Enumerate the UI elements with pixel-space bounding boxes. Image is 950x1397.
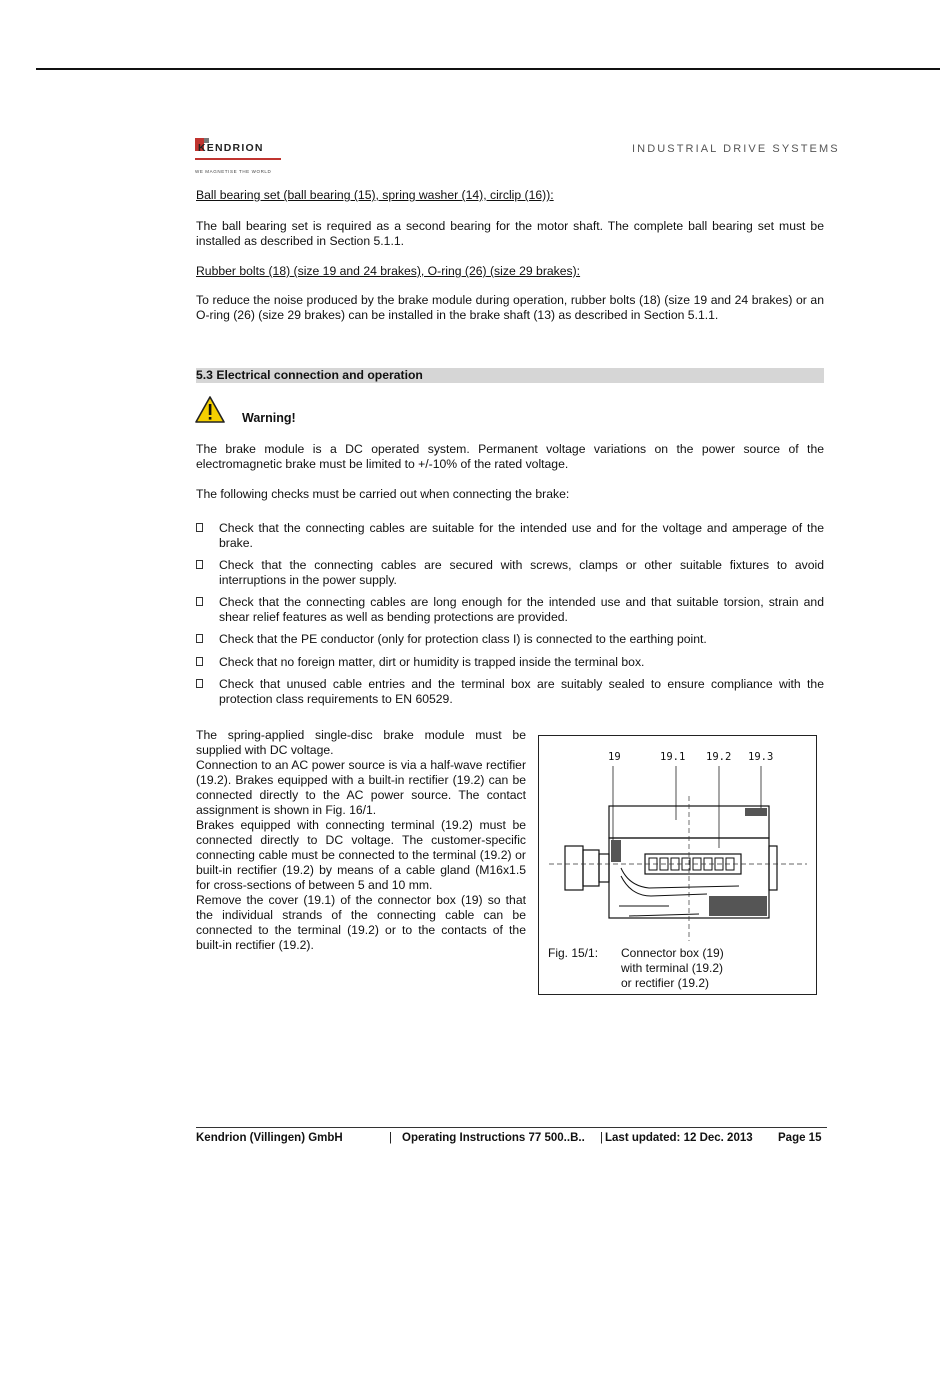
- checkbox-icon: [196, 560, 203, 569]
- check-item-text: Check that the connecting cables are suitable for the intended use and for the voltage and amperage of the brake.: [219, 521, 824, 551]
- check-item-text: Check that the PE conductor (only for protection class I) is connected to the earthing point.: [219, 632, 707, 646]
- kendrion-logo: [195, 136, 305, 180]
- ball-bearing-heading: Ball bearing set (ball bearing (15), spring washer (14), circlip (16)):: [196, 188, 554, 202]
- check-item-text: Check that the connecting cables are long enough for the intended use and that suitable torsion, strain and shear relief features as well as bending protections are provided.: [219, 595, 824, 625]
- rubber-bolts-heading: Rubber bolts (18) (size 19 and 24 brakes), O-ring (26) (size 29 brakes):: [196, 264, 581, 278]
- figure-caption-line: Connector box (19): [621, 946, 724, 960]
- check-item: [196, 677, 824, 707]
- rubber-bolts-text: To reduce the noise produced by the brake module during operation, rubber bolts (18) (size 19 and 24 brakes) or an O-ring (26) (size 29 brakes) can be installed in the brake shaft (13) as described in Section 5.1.1.: [196, 293, 824, 323]
- checkbox-icon: [196, 634, 203, 643]
- connection-text: [196, 728, 526, 953]
- connection-paragraph: The spring-applied single-disc brake module must be supplied with DC voltage.: [196, 728, 526, 757]
- checkbox-icon: [196, 679, 203, 688]
- callout-19-1: 19.1: [660, 751, 686, 763]
- connection-paragraph: Brakes equipped with connecting terminal (19.2) must be connected directly to DC voltage. The customer-specific connecting cable must be connected to the terminal (19.2) or built-in rectifier (19.2) by means of a cable gland (M16x1.5 for cross-sections of between 5 and 10 mm.: [196, 818, 526, 892]
- warning-label: Warning!: [242, 411, 296, 425]
- check-item: [196, 595, 824, 625]
- callout-19: 19: [608, 751, 621, 763]
- warning-icon: [195, 396, 225, 423]
- footer-page: Page 15: [778, 1132, 822, 1144]
- figure-caption-label: Fig. 15/1:: [548, 946, 599, 960]
- connection-paragraph: Connection to an AC power source is via a half-wave rectifier (19.2). Brakes equipped with a built-in rectifier (19.2) can be connected directly to the AC power source. The contact assignment is shown in Fig. 16/1.: [196, 758, 526, 817]
- callout-19-3: 19.3: [748, 751, 774, 763]
- footer-separator: |: [600, 1132, 603, 1144]
- warning-text: The brake module is a DC operated system. Permanent voltage variations on the power source of the electromagnetic brake must be limited to +/-10% of the rated voltage.: [196, 442, 824, 472]
- check-item: [196, 558, 824, 588]
- section-title-5-3: 5.3 Electrical connection and operation: [196, 368, 824, 383]
- logo-name: KENDRION: [198, 142, 264, 154]
- figure-caption-line: with terminal (19.2): [621, 961, 724, 975]
- check-item-text: Check that no foreign matter, dirt or humidity is trapped inside the terminal box.: [219, 655, 645, 669]
- connector-box-drawing: [539, 736, 816, 941]
- footer-separator: |: [389, 1132, 392, 1144]
- division-title: INDUSTRIAL DRIVE SYSTEMS: [632, 143, 840, 155]
- ball-bearing-text: The ball bearing set is required as a second bearing for the motor shaft. The complete ball bearing set must be installed as described in Section 5.1.1.: [196, 219, 824, 249]
- check-item: [196, 655, 824, 670]
- logo-tagline: WE MAGNETISE THE WORLD: [195, 169, 272, 174]
- check-item: [196, 521, 824, 551]
- checks-intro: The following checks must be carried out when connecting the brake:: [196, 487, 570, 501]
- figure-connector-box: [538, 735, 817, 995]
- checkbox-icon: [196, 523, 203, 532]
- footer-updated: Last updated: 12 Dec. 2013: [605, 1132, 753, 1144]
- callout-19-2: 19.2: [706, 751, 732, 763]
- footer-company: Kendrion (Villingen) GmbH: [196, 1132, 343, 1144]
- top-rule: [36, 68, 940, 70]
- logo-underline: [195, 158, 281, 160]
- footer-document: Operating Instructions 77 500..B..: [402, 1132, 585, 1144]
- checkbox-icon: [196, 597, 203, 606]
- figure-caption: [621, 946, 724, 991]
- footer-rule: [196, 1127, 827, 1128]
- figure-caption-line: or rectifier (19.2): [621, 976, 710, 990]
- check-item-text: Check that unused cable entries and the terminal box are suitably sealed to ensure compliance with the protection class requirements to EN 60529.: [219, 677, 824, 707]
- checkbox-icon: [196, 657, 203, 666]
- check-item: [196, 632, 824, 647]
- connection-paragraph: Remove the cover (19.1) of the connector box (19) so that the individual strands of the connecting cable can be connected to the terminal (19.2) or to the contacts of the built-in rectifier (19.2).: [196, 893, 526, 952]
- check-item-text: Check that the connecting cables are secured with screws, clamps or other suitable fixtures to avoid interruptions in the power supply.: [219, 558, 824, 588]
